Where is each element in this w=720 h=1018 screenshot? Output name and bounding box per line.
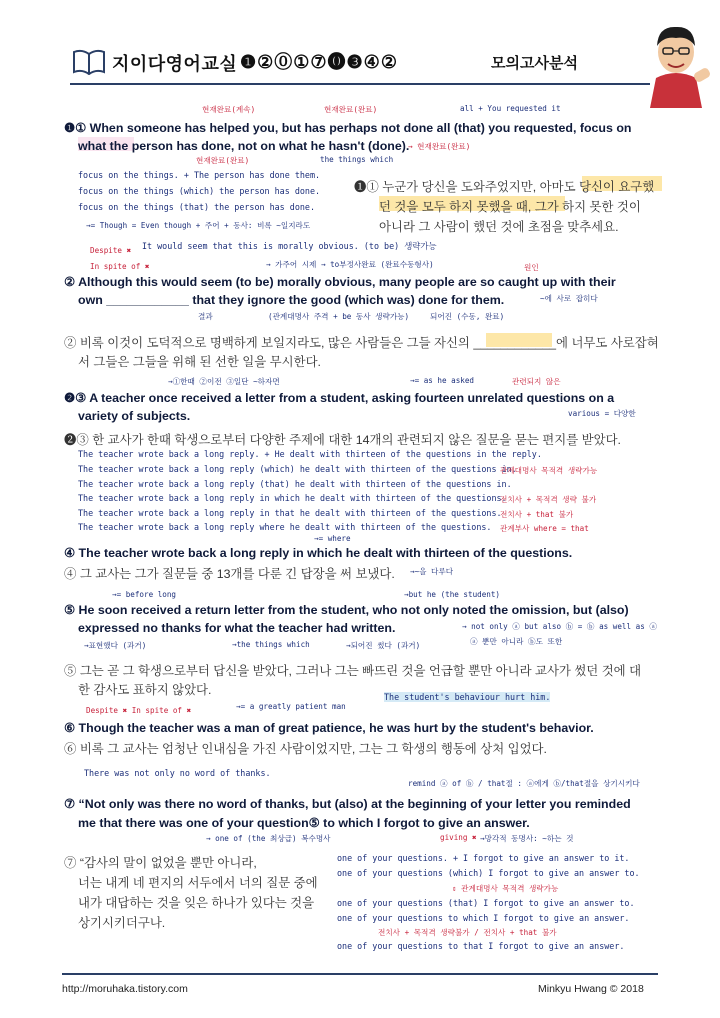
s4-note: →= where [314, 534, 351, 543]
s2-note-5: → 가주어 시제 → to부정사완료 (완료수동형사) [266, 260, 434, 269]
s2-note-1: →= Though = Even though + 주어 + 동사: 비록 ~일지라도 [86, 221, 311, 230]
s5-note-6: → not only ⓐ but also ⓑ = ⓑ as well as ⓐ [462, 622, 657, 631]
s2-note-6: 원인 [524, 263, 539, 272]
s6-note-1: Despite ✖ In spite of ✖ [86, 706, 192, 715]
s6-sentence: ⑥ Though the teacher was a man of great patience, he was hurt by the student's behavior. [64, 721, 594, 735]
header-divider [70, 83, 650, 85]
s3-kr: ❷③ 한 교사가 한때 학생으로부터 다양한 주제에 대한 14개의 관련되지 않은 질문을 묻는 편지를 받았다. [64, 433, 622, 447]
s7-hand-2: one of your questions (which) I forgot to give an answer to. [337, 868, 640, 878]
s7-hand-4: one of your questions (that) I forgot to give an answer to. [337, 898, 635, 908]
s7-note-1: There was not only no word of thanks. [84, 768, 271, 778]
s5-note-3: →표현했다 (과거) [84, 641, 147, 650]
s1-hand-3: focus on the things (that) the person has done. [78, 202, 315, 212]
s4-note-kr: →~을 다루다 [410, 567, 454, 576]
s4-sentence: ④ The teacher wrote back a long reply in which he dealt with thirteen of the questions. [64, 546, 573, 560]
s7-note-5: →망각적 동명사: ~하는 것 [480, 834, 574, 843]
s7-hand-3: ⇕ 관계대명사 목적격 생략가능 [452, 884, 559, 893]
s6-note-2: →= a greatly patient man [236, 702, 346, 711]
s3-hand-2: The teacher wrote back a long reply (which) he dealt with thirteen of the questions in. [78, 464, 517, 474]
s3-hand-3: The teacher wrote back a long reply (that) he dealt with thirteen of the questions in. [78, 479, 512, 489]
s6-kr: ⑥ 비록 그 교사는 엄청난 인내심을 가진 사람이었지만, 그는 그 학생의 행동에 상처 입었다. [64, 742, 547, 756]
s1-kr-3: 아니라 그 사람이 했던 것에 초점을 맞추세요. [379, 220, 619, 234]
s2-note-2: Despite ✖ [90, 246, 132, 255]
s2-note-8: (관계대명사 주격 + be 동사 생략가능) [268, 312, 410, 321]
s2-sentence-line-1: ② Although this would seem (to be) morally obvious, many people are so caught up with their [64, 275, 616, 289]
s2-kr-1: ② 비록 이것이 도덕적으로 명백하게 보일지라도, 많은 사람들은 그들 자신의 ____________에 너무도 사로잡혀 [64, 336, 659, 350]
s3-hand-6: The teacher wrote back a long reply where he dealt with thirteen of the questions. [78, 522, 492, 532]
s3-note-1: →①한때 ②이전 ③일단 ~하자면 [168, 377, 280, 386]
s5-note-4: →the things which [232, 640, 310, 649]
s1-hand-1: focus on the things. + The person has done them. [78, 170, 321, 180]
s3-hand-right-5: 전치사 + that 불가 [500, 510, 574, 519]
footer-url[interactable]: http://moruhaka.tistory.com [62, 983, 188, 995]
s3-hand-right-6: 관계부사 where = that [500, 524, 589, 533]
s3-hand-1: The teacher wrote back a long reply. + He dealt with thirteen of the questions in the reply. [78, 449, 542, 459]
s3-hand-4: The teacher wrote back a long reply in which he dealt with thirteen of the questions. [78, 493, 507, 503]
s5-kr-1: ⑤ 그는 곧 그 학생으로부터 답신을 받았다, 그러나 그는 빠뜨린 것을 언급할 뿐만 아니라 교사가 썼던 것에 대 [64, 664, 642, 678]
s1-kr-2: 던 것을 모두 하지 못했을 때, 그가 하지 못한 것이 [379, 200, 641, 214]
s7-kr-3: 내가 대답하는 것을 잊은 하나가 있다는 것을 [78, 896, 315, 910]
footer-divider [62, 973, 658, 975]
s7-kr-4: 상기시키더구나. [78, 916, 166, 930]
s7-hand-6: 전치사 + 목적격 생략불가 / 전치사 + that 불가 [378, 928, 557, 937]
s3-sentence-line-2: variety of subjects. [78, 409, 191, 423]
s5-note-1: →= before long [112, 590, 177, 599]
s5-kr-2: 한 감사도 표하지 않았다. [78, 683, 212, 697]
s1-kr-1: ❶① 누군가 당신을 도와주었지만, 아마도 당신이 요구했 [354, 180, 655, 194]
s4-kr: ④ 그 교사는 그가 질문들 중 13개를 다룬 긴 답장을 써 보냈다. [64, 567, 395, 581]
s5-note-2: →but he (the student) [404, 590, 501, 599]
s1-note-4: 현재완료(완료) [196, 156, 250, 165]
s3-note-3: 관련되지 않은 [512, 377, 561, 386]
s1-note-2: 현재완료(완료) [324, 105, 378, 114]
s5-sentence-line-2: expressed no thanks for what the teacher had written. [78, 621, 396, 635]
s3-hand-5: The teacher wrote back a long reply in that he dealt with thirteen of the questions. [78, 508, 502, 518]
s1-note-6: → 현재완료(완료) [408, 142, 471, 151]
s7-sentence-line-1: ⑦ “Not only was there no word of thanks, but (also) at the beginning of your letter you reminded [64, 797, 631, 811]
s1-sentence-line-2: what the person has done, not on what he hasn't (done). [78, 139, 410, 153]
s7-sentence-line-2: me that there was one of your question⑤ to which I forgot to give an answer. [78, 816, 530, 830]
s3-note-various: various = 다양한 [568, 409, 636, 418]
s1-sentence-line-1: ❶① When someone has helped you, but has perhaps not done all (that) you requested, focus on [64, 121, 632, 135]
s7-hand-1: one of your questions. + I forgot to give an answer to it. [337, 853, 630, 863]
s5-note-5: →되어진 썼다 (과거) [346, 641, 421, 650]
s6-note-3: The student's behaviour hurt him. [384, 692, 551, 702]
s3-hand-right-1: 관계대명사 목적격 생략가능 [500, 466, 598, 475]
s7-kr-1: ⑦ “감사의 말이 없었을 뿐만 아니라, [64, 856, 257, 870]
s1-note-1: 현재완료(계속) [202, 105, 256, 114]
s2-sentence-line-2: own ____________ that they ignore the good (which was) done for them. [78, 293, 505, 307]
s1-note-3: all + You requested it [460, 104, 561, 113]
s5-sentence-line-1: ⑤ He soon received a return letter from the student, who not only noted the omission, but (also) [64, 603, 629, 617]
s7-note-4: giving ✖ [440, 833, 477, 842]
s2-kr-2: 서 그들은 그들을 위해 된 선한 일을 무시한다. [78, 355, 321, 369]
s2-note-7: 결과 [198, 312, 213, 321]
s3-sentence-line-1: ❷③ A teacher once received a letter from a student, asking fourteen unrelated questions on a [64, 391, 615, 405]
s7-hand-7: one of your questions to that I forgot to give an answer. [337, 941, 625, 951]
avatar [636, 18, 716, 115]
s2-note-9: 되어진 (수동, 완료) [430, 312, 505, 321]
s3-hand-right-4: 전치사 + 목적격 생략 불가 [500, 495, 597, 504]
s7-note-2: remind ⓐ of ⓑ / that절 : ⓐ에게 ⓑ/that절을 상기시키다 [408, 779, 640, 788]
exam-code: ❶②⓪①⑦⓿❸④② [240, 52, 398, 72]
s7-hand-5: one of your questions to which I forgot to give an answer. [337, 913, 630, 923]
s1-hand-2: focus on the things (which) the person has done. [78, 186, 321, 196]
s2-note-10: ~에 사로 잡히다 [540, 294, 598, 303]
page-subtitle: 모의고사분석 [491, 55, 578, 72]
s2-note-4: It would seem that this is morally obvious. (to be) 생략가능 [142, 241, 437, 251]
s5-note-7: ⓐ 뿐만 아니라 ⓑ도 또한 [470, 637, 563, 646]
s1-note-5: the things which [320, 155, 394, 164]
footer-copyright: Minkyu Hwang © 2018 [538, 983, 644, 995]
s7-note-3: → one of (the 최상급) 복수명사 [206, 834, 331, 843]
book-icon [72, 49, 106, 80]
s2-note-3: In spite of ✖ [90, 262, 150, 271]
s3-note-2: →= as he asked [410, 376, 475, 385]
s7-kr-2: 너는 내게 네 편지의 서두에서 너의 질문 중에 [78, 876, 318, 890]
page-title: 지이다영어교실 [112, 54, 238, 74]
